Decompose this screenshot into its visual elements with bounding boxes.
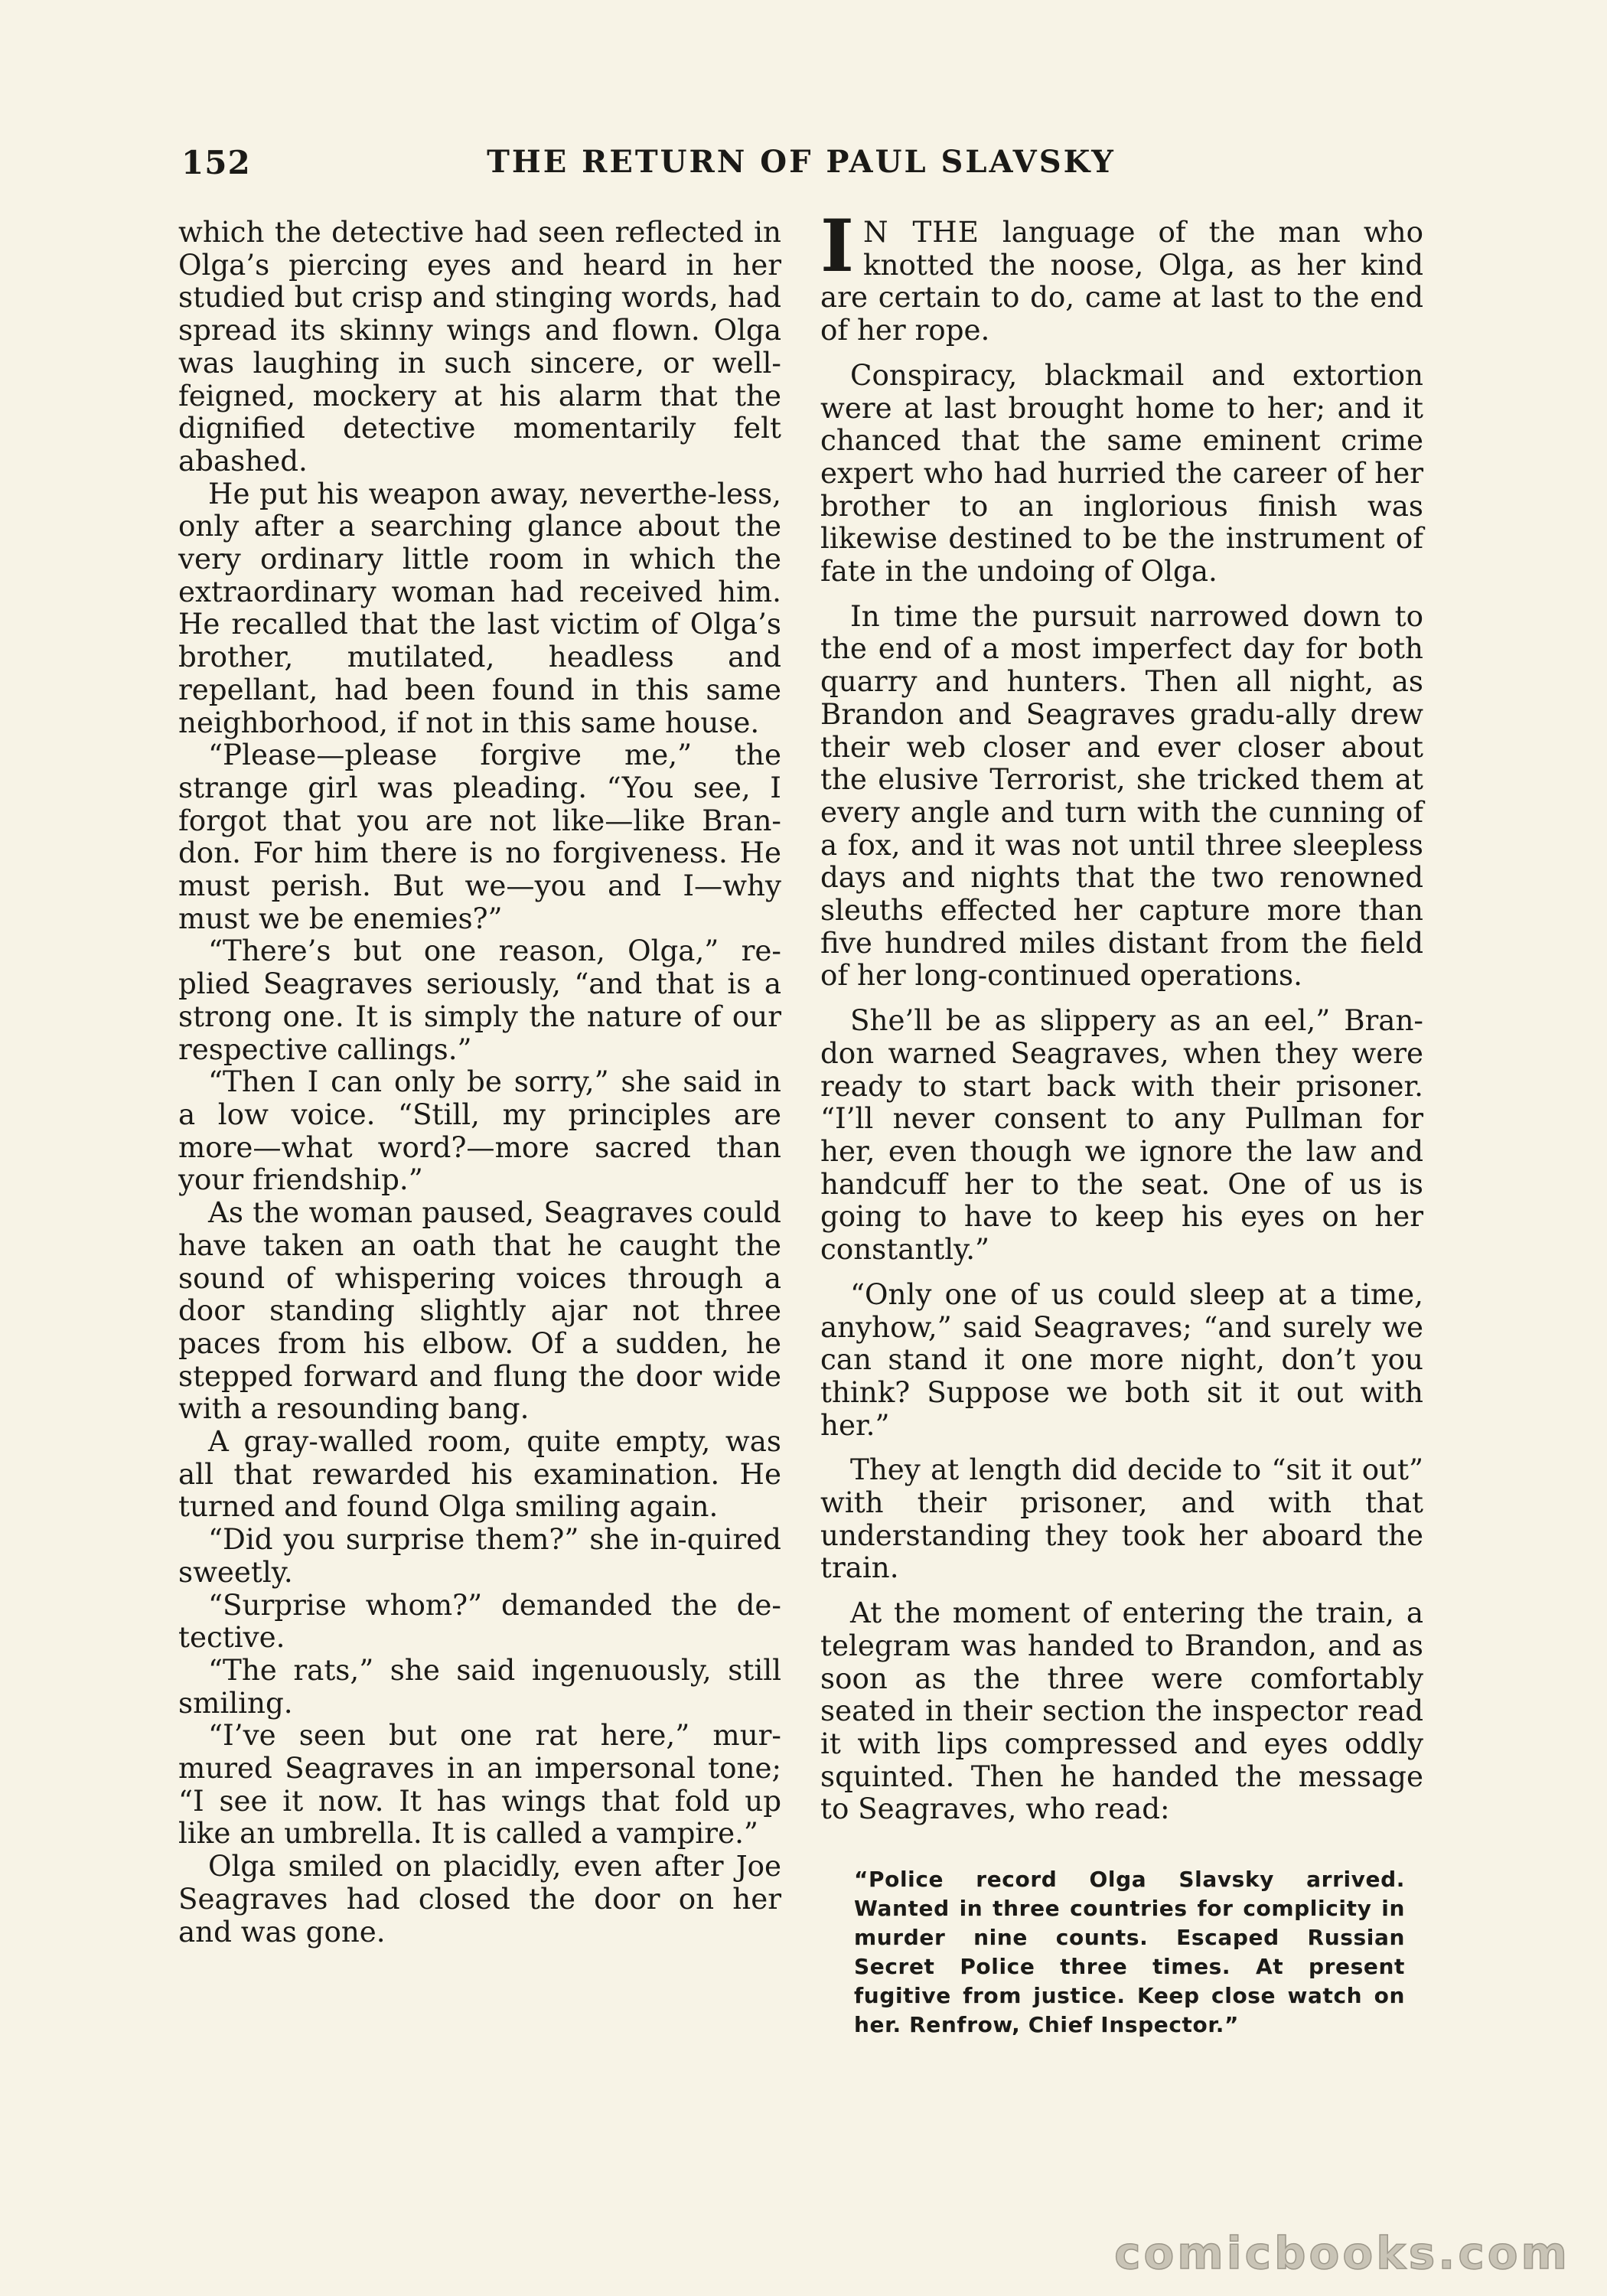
paragraph: A gray-walled room, quite empty, was all that rewarded his examination. He turned and found Olga smiling again. bbox=[178, 1424, 781, 1524]
running-title: THE RETURN OF PAUL SLAVSKY bbox=[487, 144, 1116, 180]
paragraph: which the detective had seen reflected in Olga’s piercing eyes and heard in her studied but crisp and stinging words, had spread its skinny wings and flown. Olga was laughing in such sincere, or well-feigned, mockery at his alarm that the dignified detective momentarily felt abashed. bbox=[178, 215, 781, 478]
paragraph: “Only one of us could sleep at a time, anyhow,” said Seagraves; “and surely we can stand it one more night, don’t you think? Suppose we both sit it out with her.” bbox=[820, 1277, 1423, 1442]
paragraph: They at length did decide to “sit it out” with their prisoner, and with that understanding they took her aboard the train. bbox=[820, 1453, 1423, 1585]
paragraph: “There’s but one reason, Olga,” re-plied Seagraves seriously, “and that is a strong one. It is simply the nature of our respective callings.” bbox=[178, 934, 781, 1066]
page-header bbox=[181, 144, 1421, 190]
paragraph: Conspiracy, blackmail and extortion were at last brought home to her; and it chanced that the same eminent crime expert who had hurried the career of her brother to an inglorious finish was likewise destined to be the instrument of fate in the undoing of Olga. bbox=[820, 357, 1423, 589]
paragraph: In time the pursuit narrowed down to the end of a most imperfect day for both quarry and hunters. Then all night, as Brandon and Seagraves gradu-ally drew their web closer and ever closer about the elusive Terrorist, she tricked them at every angle and turn with the cunning of a fox, and it was not until three sleepless days and nights that the two renowned sleuths effected her capture more than five hundred miles distant from the field of her long-continued operations. bbox=[820, 598, 1423, 993]
right-column bbox=[820, 204, 1423, 2040]
paragraph: “Then I can only be sorry,” she said in a low voice. “Still, my principles are more—what word?—more sacred than your friendship.” bbox=[178, 1065, 781, 1197]
drop-cap: I bbox=[820, 204, 854, 289]
opening-caps: N THE bbox=[862, 215, 980, 249]
paragraph: He put his weapon away, neverthe-less, only after a searching glance about the very ordinary little room in which the extraordinary woman had received him. He recalled that the last victim of Olga’s brother, mutilated, headless and repellant, had been found in this same neighborhood, if not in this same house. bbox=[178, 476, 781, 739]
telegram-text: “Police record Olga Slavsky arrived. Wanted in three countries for complicity in murder nine counts. Escaped Russian Secret Police three times. At present fugitive from justice. Keep close watch on her. Renfrow, Chief Inspector.” bbox=[854, 1867, 1405, 2038]
paragraph: “Surprise whom?” demanded the de-tective. bbox=[178, 1587, 781, 1655]
watermark-logo: comicbooks.com bbox=[1114, 2227, 1570, 2279]
paragraph: “I’ve seen but one rat here,” mur-mured Seagraves in an impersonal tone; “I see it now. It has wings that fold up like an umbrella. It is called a vampire.” bbox=[178, 1718, 781, 1851]
paragraph: At the moment of entering the train, a telegram was handed to Brandon, and as soon as the three were comfortably seated in their section the inspector read it with lips compressed and eyes oddly squinted. Then he handed the message to Seagraves, who read: bbox=[820, 1596, 1423, 1826]
left-column bbox=[178, 216, 781, 1948]
paragraph: As the woman paused, Seagraves could have taken an oath that he caught the sound of whispering voices through a door standing slightly ajar not three paces from his elbow. Of a sudden, he stepped forward and flung the door wide with a resounding bang. bbox=[178, 1195, 781, 1426]
paragraph: “Please—please forgive me,” the strange girl was pleading. “You see, I forgot that you are not like—like Bran-don. For him there is no forgiveness. He must perish. But we—you and I—why must we be enemies?” bbox=[178, 738, 781, 935]
paragraph: Olga smiled on placidly, even after Joe Seagraves had closed the door on her and was gone. bbox=[178, 1849, 781, 1949]
paragraph: “The rats,” she said ingenuously, still smiling. bbox=[178, 1652, 781, 1720]
paragraph: “Did you surprise them?” she in-quired sweetly. bbox=[178, 1522, 781, 1589]
opening-text: language of the man who knotted the noose, Olga, as her kind are certain to do, came at last to the end of her rope. bbox=[820, 215, 1423, 347]
page-number: 152 bbox=[181, 144, 251, 181]
section-opening-paragraph bbox=[820, 204, 1423, 347]
paragraph: She’ll be as slippery as an eel,” Bran-don warned Seagraves, when they were ready to start back with their prisoner. “I’ll never consent to any Pullman for her, even though we ignore the law and handcuff her to the seat. One of us is going to have to keep his eyes on her constantly.” bbox=[820, 1003, 1423, 1267]
